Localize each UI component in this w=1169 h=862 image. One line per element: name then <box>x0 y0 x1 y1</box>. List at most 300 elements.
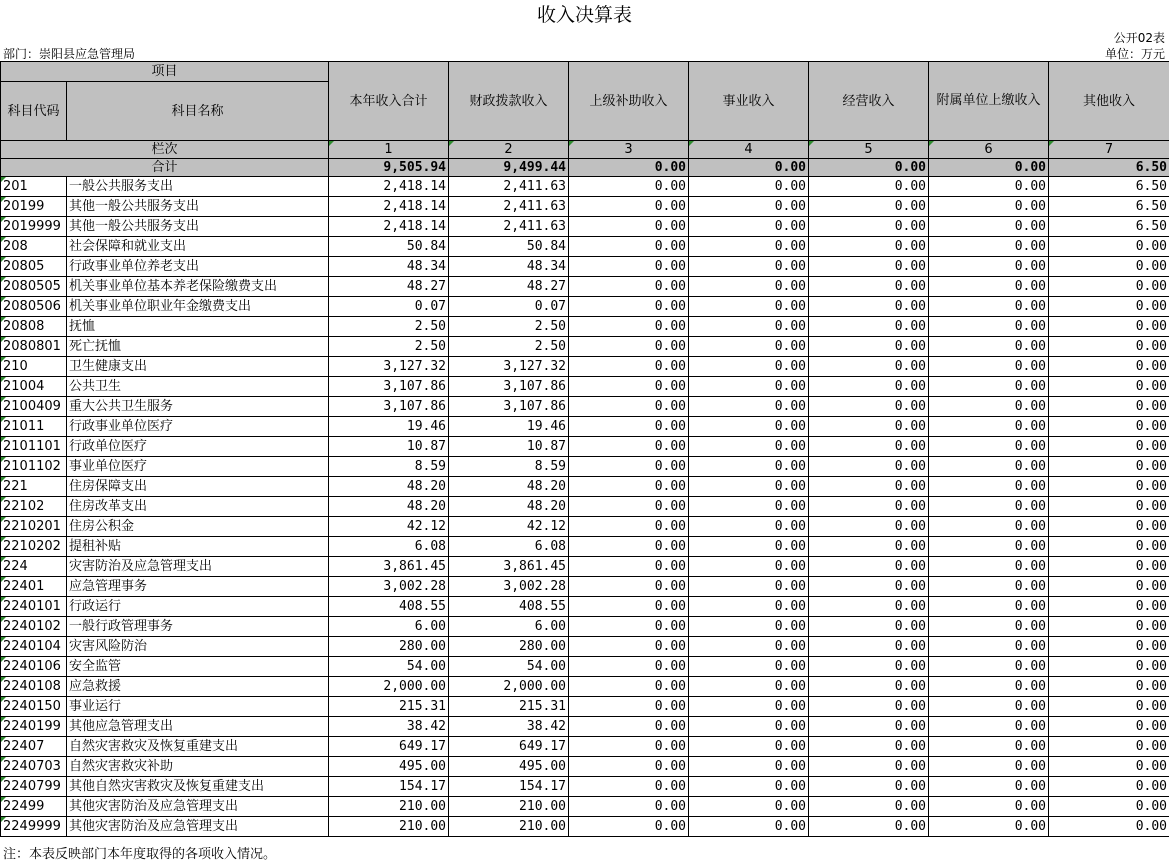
amount-cell: 0.00 <box>809 397 929 417</box>
page-title: 收入决算表 <box>0 0 1169 30</box>
subject-name: 社会保障和就业支出 <box>67 237 329 257</box>
amount-cell: 0.00 <box>569 377 689 397</box>
amount-cell: 0.00 <box>809 617 929 637</box>
amount-cell: 54.00 <box>449 657 569 677</box>
amount-cell: 2,411.63 <box>449 177 569 197</box>
amount-cell: 0.00 <box>1049 717 1169 737</box>
income-table <box>0 61 1169 837</box>
total-value: 6.50 <box>1049 159 1169 177</box>
amount-cell: 3,861.45 <box>329 557 449 577</box>
amount-cell: 6.08 <box>449 537 569 557</box>
amount-cell: 0.00 <box>809 817 929 837</box>
subject-code: 2100409 <box>1 397 67 417</box>
subject-name: 行政事业单位养老支出 <box>67 257 329 277</box>
amount-cell: 0.00 <box>1049 297 1169 317</box>
subject-code: 21004 <box>1 377 67 397</box>
amount-cell: 154.17 <box>329 777 449 797</box>
subject-code: 221 <box>1 477 67 497</box>
amount-cell: 0.00 <box>929 177 1049 197</box>
subject-name: 自然灾害救灾及恢复重建支出 <box>67 737 329 757</box>
subject-name: 住房公积金 <box>67 517 329 537</box>
header-code: 科目代码 <box>1 82 67 141</box>
amount-cell: 210.00 <box>449 817 569 837</box>
amount-cell: 6.00 <box>329 617 449 637</box>
subject-code: 2080505 <box>1 277 67 297</box>
table-row <box>1 257 1169 277</box>
amount-cell: 19.46 <box>329 417 449 437</box>
amount-cell: 154.17 <box>449 777 569 797</box>
amount-cell: 0.00 <box>1049 817 1169 837</box>
table-row <box>1 497 1169 517</box>
subject-code: 22401 <box>1 577 67 597</box>
amount-cell: 0.00 <box>1049 257 1169 277</box>
subject-name: 行政运行 <box>67 597 329 617</box>
amount-cell: 0.00 <box>929 317 1049 337</box>
subject-name: 其他一般公共服务支出 <box>67 197 329 217</box>
amount-cell: 0.00 <box>929 697 1049 717</box>
amount-cell: 0.00 <box>929 497 1049 517</box>
subject-name: 灾害防治及应急管理支出 <box>67 557 329 577</box>
table-row <box>1 217 1169 237</box>
amount-cell: 210.00 <box>449 797 569 817</box>
amount-cell: 210.00 <box>329 797 449 817</box>
subject-name: 公共卫生 <box>67 377 329 397</box>
subject-code: 2240106 <box>1 657 67 677</box>
amount-cell: 0.00 <box>569 217 689 237</box>
amount-cell: 0.00 <box>569 237 689 257</box>
amount-cell: 48.20 <box>329 477 449 497</box>
table-row <box>1 717 1169 737</box>
amount-cell: 0.00 <box>929 517 1049 537</box>
amount-cell: 0.00 <box>1049 677 1169 697</box>
amount-cell: 3,107.86 <box>449 397 569 417</box>
subject-code: 2240101 <box>1 597 67 617</box>
amount-cell: 3,127.32 <box>329 357 449 377</box>
table-row <box>1 677 1169 697</box>
table-row <box>1 397 1169 417</box>
amount-cell: 0.00 <box>569 517 689 537</box>
amount-cell: 3,107.86 <box>329 397 449 417</box>
amount-cell: 48.20 <box>449 497 569 517</box>
amount-cell: 0.00 <box>1049 757 1169 777</box>
subject-code: 2101101 <box>1 437 67 457</box>
form-number: 公开02表 <box>1114 29 1165 46</box>
amount-cell: 0.00 <box>929 397 1049 417</box>
amount-cell: 3,127.32 <box>449 357 569 377</box>
table-row <box>1 537 1169 557</box>
amount-cell: 0.00 <box>1049 337 1169 357</box>
amount-cell: 0.00 <box>1049 637 1169 657</box>
amount-cell: 0.00 <box>929 257 1049 277</box>
amount-cell: 50.84 <box>449 237 569 257</box>
amount-cell: 0.00 <box>929 197 1049 217</box>
amount-cell: 0.00 <box>689 597 809 617</box>
subject-name: 自然灾害救灾补助 <box>67 757 329 777</box>
total-value: 0.00 <box>929 159 1049 177</box>
amount-cell: 0.00 <box>929 337 1049 357</box>
amount-cell: 3,002.28 <box>329 577 449 597</box>
subject-name: 一般公共服务支出 <box>67 177 329 197</box>
amount-cell: 0.00 <box>1049 497 1169 517</box>
amount-cell: 408.55 <box>329 597 449 617</box>
amount-cell: 0.00 <box>689 617 809 637</box>
amount-cell: 0.00 <box>689 657 809 677</box>
amount-cell: 0.00 <box>809 317 929 337</box>
table-note: 注：本表反映部门本年度取得的各项收入情况。 <box>3 843 276 862</box>
subject-code: 20808 <box>1 317 67 337</box>
subject-name: 重大公共卫生服务 <box>67 397 329 417</box>
amount-cell: 10.87 <box>449 437 569 457</box>
header-col-5: 经营收入 <box>809 62 929 141</box>
table-row <box>1 377 1169 397</box>
amount-cell: 0.00 <box>689 257 809 277</box>
amount-cell: 0.00 <box>809 597 929 617</box>
amount-cell: 0.00 <box>1049 737 1169 757</box>
subject-name: 提租补贴 <box>67 537 329 557</box>
subject-code: 2240102 <box>1 617 67 637</box>
amount-cell: 0.00 <box>809 297 929 317</box>
amount-cell: 2.50 <box>329 317 449 337</box>
total-value: 9,505.94 <box>329 159 449 177</box>
total-value: 9,499.44 <box>449 159 569 177</box>
amount-cell: 0.00 <box>569 637 689 657</box>
amount-cell: 0.00 <box>1049 797 1169 817</box>
amount-cell: 48.20 <box>329 497 449 517</box>
amount-cell: 2,418.14 <box>329 217 449 237</box>
subject-code: 2080801 <box>1 337 67 357</box>
amount-cell: 0.00 <box>569 297 689 317</box>
department-label: 部门：崇阳县应急管理局 <box>3 45 135 62</box>
amount-cell: 495.00 <box>449 757 569 777</box>
header-project: 项目 <box>1 62 329 82</box>
amount-cell: 0.00 <box>569 177 689 197</box>
subject-code: 2240108 <box>1 677 67 697</box>
amount-cell: 0.00 <box>689 437 809 457</box>
subject-code: 20805 <box>1 257 67 277</box>
subject-code: 208 <box>1 237 67 257</box>
amount-cell: 0.00 <box>689 757 809 777</box>
amount-cell: 0.00 <box>809 477 929 497</box>
subject-name: 一般行政管理事务 <box>67 617 329 637</box>
amount-cell: 408.55 <box>449 597 569 617</box>
header-name: 科目名称 <box>67 82 329 141</box>
total-row <box>1 159 1169 177</box>
amount-cell: 0.00 <box>809 537 929 557</box>
amount-cell: 0.00 <box>929 797 1049 817</box>
table-row <box>1 317 1169 337</box>
amount-cell: 0.00 <box>569 277 689 297</box>
seq-row <box>1 141 1169 159</box>
amount-cell: 0.00 <box>809 357 929 377</box>
seq-num: 4 <box>689 141 809 159</box>
amount-cell: 0.00 <box>809 757 929 777</box>
amount-cell: 10.87 <box>329 437 449 457</box>
amount-cell: 48.34 <box>449 257 569 277</box>
seq-label: 栏次 <box>1 141 329 159</box>
amount-cell: 0.00 <box>809 437 929 457</box>
amount-cell: 0.00 <box>809 737 929 757</box>
amount-cell: 0.07 <box>329 297 449 317</box>
amount-cell: 8.59 <box>329 457 449 477</box>
subject-code: 20199 <box>1 197 67 217</box>
subject-name: 事业单位医疗 <box>67 457 329 477</box>
amount-cell: 0.00 <box>929 617 1049 637</box>
amount-cell: 2.50 <box>449 317 569 337</box>
amount-cell: 0.00 <box>569 597 689 617</box>
amount-cell: 42.12 <box>449 517 569 537</box>
amount-cell: 0.00 <box>689 197 809 217</box>
amount-cell: 0.00 <box>809 717 929 737</box>
amount-cell: 0.00 <box>929 817 1049 837</box>
header-col-7: 其他收入 <box>1049 62 1169 141</box>
subject-name: 安全监管 <box>67 657 329 677</box>
amount-cell: 0.00 <box>569 397 689 417</box>
subject-code: 2240104 <box>1 637 67 657</box>
amount-cell: 38.42 <box>329 717 449 737</box>
amount-cell: 215.31 <box>329 697 449 717</box>
amount-cell: 0.00 <box>929 657 1049 677</box>
amount-cell: 6.50 <box>1049 217 1169 237</box>
subject-code: 21011 <box>1 417 67 437</box>
amount-cell: 0.00 <box>929 717 1049 737</box>
amount-cell: 0.00 <box>569 617 689 637</box>
subject-name: 灾害风险防治 <box>67 637 329 657</box>
subject-code: 2240150 <box>1 697 67 717</box>
amount-cell: 0.00 <box>569 697 689 717</box>
subject-code: 201 <box>1 177 67 197</box>
amount-cell: 0.00 <box>1049 777 1169 797</box>
seq-num: 1 <box>329 141 449 159</box>
amount-cell: 0.00 <box>809 577 929 597</box>
seq-num: 7 <box>1049 141 1169 159</box>
amount-cell: 0.00 <box>1049 457 1169 477</box>
amount-cell: 0.00 <box>1049 357 1169 377</box>
amount-cell: 0.00 <box>1049 477 1169 497</box>
amount-cell: 0.00 <box>689 397 809 417</box>
unit-label: 单位：万元 <box>1105 45 1165 62</box>
amount-cell: 495.00 <box>329 757 449 777</box>
amount-cell: 0.00 <box>569 557 689 577</box>
amount-cell: 0.00 <box>569 357 689 377</box>
amount-cell: 0.00 <box>809 497 929 517</box>
amount-cell: 0.00 <box>809 337 929 357</box>
amount-cell: 0.00 <box>1049 377 1169 397</box>
amount-cell: 6.08 <box>329 537 449 557</box>
amount-cell: 0.00 <box>689 637 809 657</box>
amount-cell: 0.00 <box>809 657 929 677</box>
amount-cell: 0.00 <box>929 377 1049 397</box>
amount-cell: 0.00 <box>569 337 689 357</box>
amount-cell: 0.00 <box>569 577 689 597</box>
table-row <box>1 797 1169 817</box>
amount-cell: 0.07 <box>449 297 569 317</box>
amount-cell: 0.00 <box>929 577 1049 597</box>
amount-cell: 0.00 <box>569 757 689 777</box>
amount-cell: 0.00 <box>809 217 929 237</box>
amount-cell: 0.00 <box>689 717 809 737</box>
amount-cell: 0.00 <box>569 317 689 337</box>
amount-cell: 0.00 <box>1049 617 1169 637</box>
subject-name: 行政单位医疗 <box>67 437 329 457</box>
amount-cell: 649.17 <box>329 737 449 757</box>
amount-cell: 0.00 <box>1049 697 1169 717</box>
subject-code: 2019999 <box>1 217 67 237</box>
amount-cell: 6.00 <box>449 617 569 637</box>
amount-cell: 0.00 <box>809 377 929 397</box>
amount-cell: 0.00 <box>929 737 1049 757</box>
amount-cell: 210.00 <box>329 817 449 837</box>
table-row <box>1 337 1169 357</box>
subject-code: 2101102 <box>1 457 67 477</box>
amount-cell: 0.00 <box>569 777 689 797</box>
amount-cell: 54.00 <box>329 657 449 677</box>
amount-cell: 0.00 <box>1049 317 1169 337</box>
amount-cell: 2,418.14 <box>329 197 449 217</box>
amount-cell: 0.00 <box>689 377 809 397</box>
amount-cell: 0.00 <box>929 637 1049 657</box>
amount-cell: 0.00 <box>689 697 809 717</box>
table-row <box>1 417 1169 437</box>
header-col-4: 事业收入 <box>689 62 809 141</box>
seq-num: 2 <box>449 141 569 159</box>
table-row <box>1 577 1169 597</box>
amount-cell: 280.00 <box>329 637 449 657</box>
subject-code: 2240799 <box>1 777 67 797</box>
amount-cell: 19.46 <box>449 417 569 437</box>
amount-cell: 3,107.86 <box>329 377 449 397</box>
subject-name: 死亡抚恤 <box>67 337 329 357</box>
amount-cell: 0.00 <box>569 797 689 817</box>
total-value: 0.00 <box>569 159 689 177</box>
table-row <box>1 757 1169 777</box>
table-row <box>1 297 1169 317</box>
amount-cell: 0.00 <box>809 777 929 797</box>
amount-cell: 0.00 <box>929 557 1049 577</box>
subject-name: 事业运行 <box>67 697 329 717</box>
total-value: 0.00 <box>809 159 929 177</box>
subject-code: 2210201 <box>1 517 67 537</box>
header-col-1: 本年收入合计 <box>329 62 449 141</box>
amount-cell: 0.00 <box>569 497 689 517</box>
amount-cell: 48.34 <box>329 257 449 277</box>
table-row <box>1 617 1169 637</box>
amount-cell: 0.00 <box>569 257 689 277</box>
table-row <box>1 657 1169 677</box>
amount-cell: 0.00 <box>569 417 689 437</box>
amount-cell: 0.00 <box>809 417 929 437</box>
amount-cell: 0.00 <box>809 457 929 477</box>
amount-cell: 50.84 <box>329 237 449 257</box>
subject-code: 2240703 <box>1 757 67 777</box>
subject-code: 22102 <box>1 497 67 517</box>
subject-name: 其他灾害防治及应急管理支出 <box>67 817 329 837</box>
table-row <box>1 597 1169 617</box>
table-row <box>1 477 1169 497</box>
amount-cell: 0.00 <box>569 717 689 737</box>
amount-cell: 0.00 <box>569 677 689 697</box>
seq-num: 6 <box>929 141 1049 159</box>
amount-cell: 0.00 <box>689 797 809 817</box>
table-row <box>1 197 1169 217</box>
table-row <box>1 357 1169 377</box>
amount-cell: 2,418.14 <box>329 177 449 197</box>
amount-cell: 0.00 <box>569 457 689 477</box>
amount-cell: 0.00 <box>929 277 1049 297</box>
amount-cell: 38.42 <box>449 717 569 737</box>
amount-cell: 0.00 <box>929 757 1049 777</box>
amount-cell: 0.00 <box>689 337 809 357</box>
amount-cell: 0.00 <box>689 817 809 837</box>
amount-cell: 0.00 <box>689 457 809 477</box>
amount-cell: 0.00 <box>929 237 1049 257</box>
table-row <box>1 557 1169 577</box>
amount-cell: 0.00 <box>809 197 929 217</box>
amount-cell: 0.00 <box>689 237 809 257</box>
amount-cell: 0.00 <box>1049 597 1169 617</box>
amount-cell: 0.00 <box>809 557 929 577</box>
amount-cell: 0.00 <box>809 517 929 537</box>
table-row <box>1 777 1169 797</box>
amount-cell: 0.00 <box>1049 237 1169 257</box>
amount-cell: 0.00 <box>569 197 689 217</box>
header-col-2: 财政拨款收入 <box>449 62 569 141</box>
subject-name: 其他灾害防治及应急管理支出 <box>67 797 329 817</box>
amount-cell: 0.00 <box>929 357 1049 377</box>
amount-cell: 0.00 <box>809 257 929 277</box>
amount-cell: 0.00 <box>689 737 809 757</box>
subject-name: 应急救援 <box>67 677 329 697</box>
subject-code: 22407 <box>1 737 67 757</box>
amount-cell: 280.00 <box>449 637 569 657</box>
amount-cell: 2,411.63 <box>449 217 569 237</box>
amount-cell: 2,411.63 <box>449 197 569 217</box>
amount-cell: 0.00 <box>689 577 809 597</box>
amount-cell: 0.00 <box>929 457 1049 477</box>
amount-cell: 0.00 <box>929 217 1049 237</box>
header-col-6: 附属单位上缴收入 <box>929 62 1049 141</box>
header-row-1 <box>1 62 1169 82</box>
amount-cell: 0.00 <box>809 237 929 257</box>
amount-cell: 3,002.28 <box>449 577 569 597</box>
subject-code: 224 <box>1 557 67 577</box>
amount-cell: 0.00 <box>929 417 1049 437</box>
amount-cell: 3,107.86 <box>449 377 569 397</box>
table-row <box>1 437 1169 457</box>
amount-cell: 0.00 <box>689 417 809 437</box>
subject-code: 2249999 <box>1 817 67 837</box>
amount-cell: 0.00 <box>569 657 689 677</box>
amount-cell: 0.00 <box>1049 577 1169 597</box>
amount-cell: 0.00 <box>689 317 809 337</box>
amount-cell: 6.50 <box>1049 197 1169 217</box>
amount-cell: 0.00 <box>809 277 929 297</box>
seq-num: 5 <box>809 141 929 159</box>
amount-cell: 215.31 <box>449 697 569 717</box>
amount-cell: 0.00 <box>929 677 1049 697</box>
subject-code: 2080506 <box>1 297 67 317</box>
amount-cell: 48.27 <box>329 277 449 297</box>
amount-cell: 48.20 <box>449 477 569 497</box>
subject-name: 住房改革支出 <box>67 497 329 517</box>
amount-cell: 0.00 <box>809 637 929 657</box>
amount-cell: 0.00 <box>689 477 809 497</box>
amount-cell: 0.00 <box>689 357 809 377</box>
subject-name: 其他自然灾害救灾及恢复重建支出 <box>67 777 329 797</box>
amount-cell: 0.00 <box>809 177 929 197</box>
table-row <box>1 277 1169 297</box>
subject-name: 卫生健康支出 <box>67 357 329 377</box>
subject-code: 2210202 <box>1 537 67 557</box>
